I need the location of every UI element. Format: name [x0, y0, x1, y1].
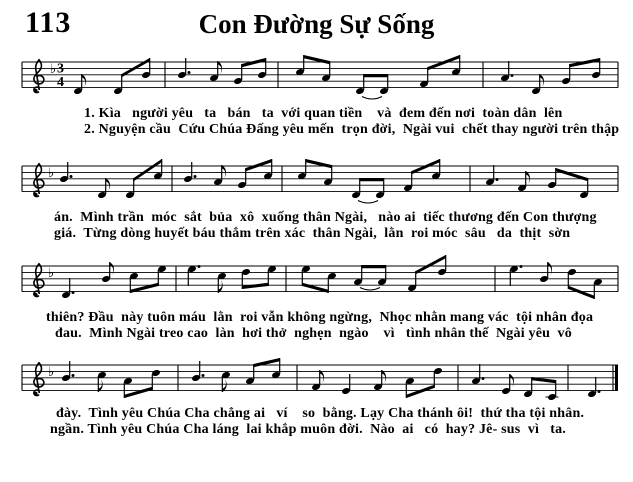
lyrics-verse1-line4: đày. Tình yêu Chúa Cha chẳng ai ví so bằng. Lạy Cha thánh ôi! thứ tha tội nhân.: [56, 406, 585, 421]
lyrics-verse2-line1: 2. Nguyện cầu Cứu Chúa Đấng yêu mến trọn đời, Ngài vui chết thay người trên thập: [84, 122, 620, 137]
flat-sign-icon: ♭: [50, 61, 57, 77]
lyrics-verse1-line2: án. Mình trần móc sắt bủa xô xuống thân Ngài, nào ai tiếc thương đến Con thượng: [54, 210, 597, 225]
lyrics-verse1-line1: 1. Kìa người yêu ta bán ta với quan tiền và đem đến nơi toàn dân lên: [84, 106, 563, 121]
flat-sign-icon: ♭: [48, 165, 55, 181]
lyrics-verse2-line4: ngần. Tình yêu Chúa Cha láng lai khắp muôn đời. Nào ai có hay? Jê- sus vì ta.: [50, 422, 566, 437]
lyrics-verse1-line3: thiên? Đầu này tuôn máu lằn roi vẫn không ngừng, Nhọc nhằn mang vác tội nhân đọa: [46, 310, 594, 325]
hymn-number: 113: [25, 6, 72, 39]
flat-sign-icon: ♭: [48, 265, 55, 281]
svg-text:3: 3: [57, 61, 64, 77]
lyrics-verse2-line2: giá. Từng dòng huyết báu thắm trên xác thân Ngài, lằn roi móc sâu da thịt sờn: [54, 226, 571, 241]
lyrics-verse2-line3: đau. Mình Ngài treo cao làn hơi thở nghẹn ngào vì tình nhân thế Ngài yêu vô: [55, 326, 572, 341]
flat-sign-icon: ♭: [48, 364, 55, 380]
svg-text:4: 4: [57, 75, 64, 90]
page-title: Con Đường Sự Sống: [198, 9, 435, 39]
